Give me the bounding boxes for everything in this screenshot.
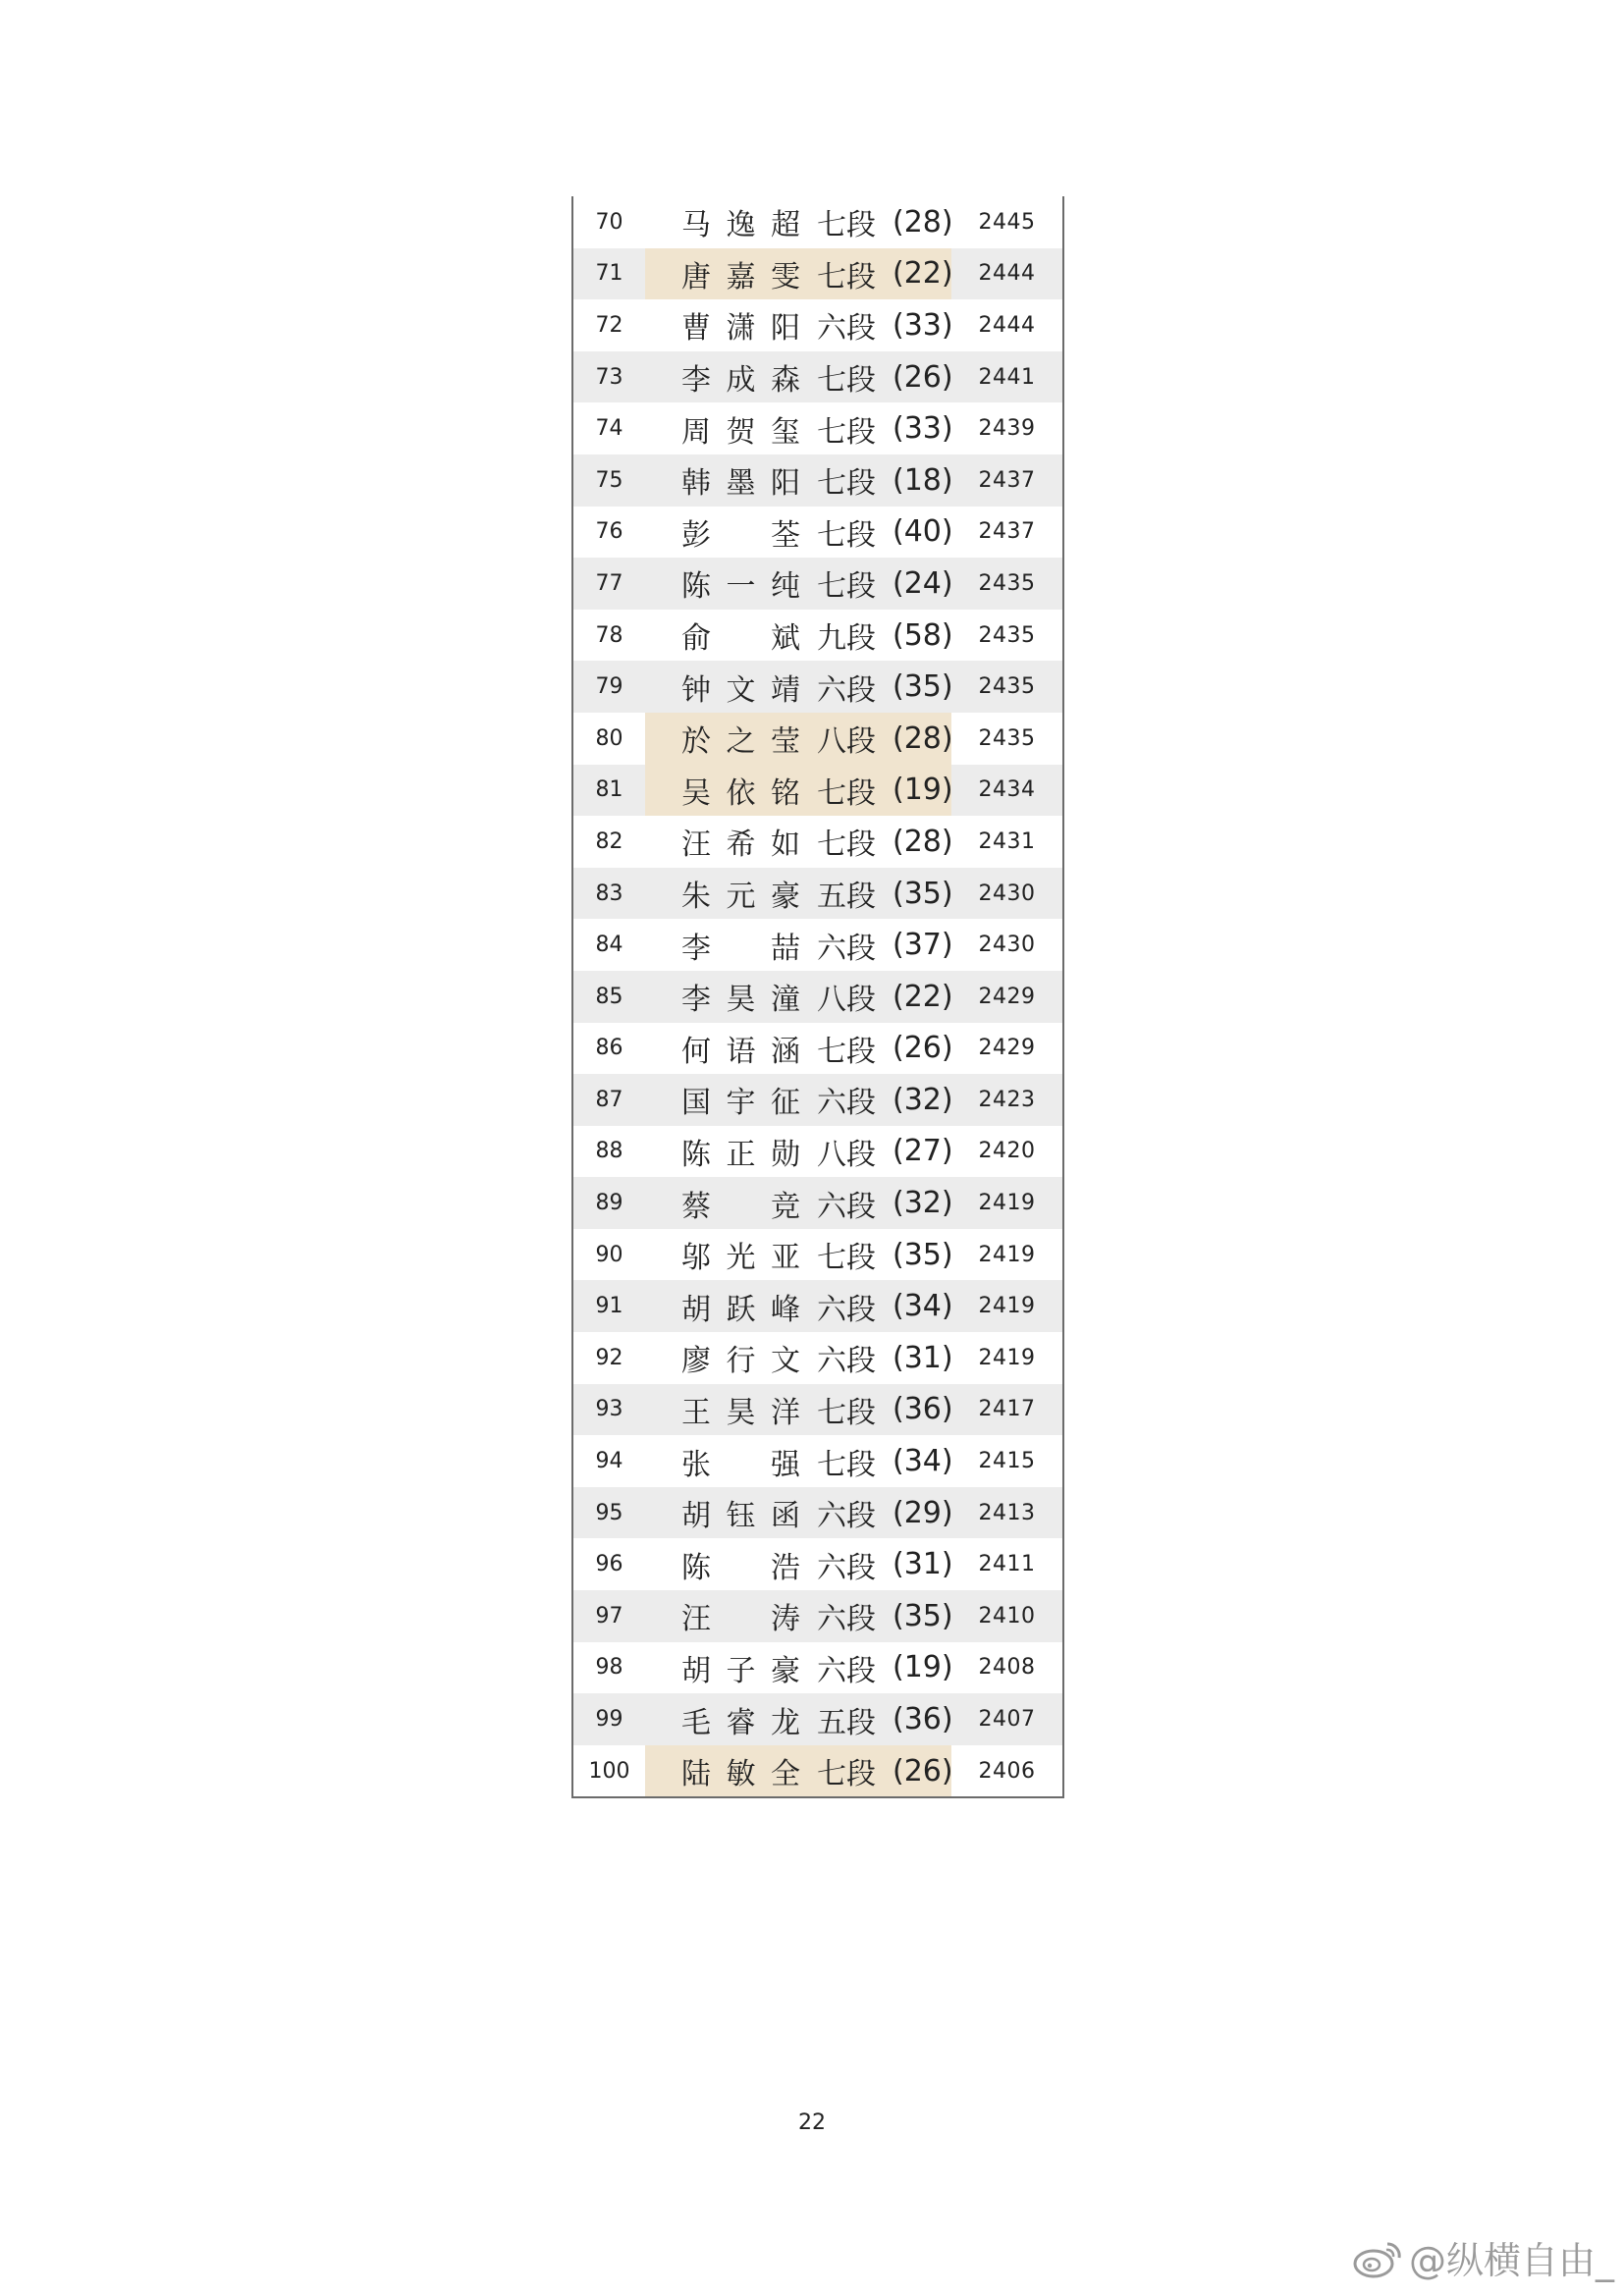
player-name: 陈浩 <box>681 1550 800 1585</box>
player-name: 马逸超 <box>681 208 800 243</box>
table-row <box>573 1538 1062 1590</box>
player-name: 何语涵 <box>681 1034 800 1069</box>
player-name: 邬光亚 <box>681 1241 800 1276</box>
player-cell <box>645 1177 951 1229</box>
table-row <box>573 765 1062 817</box>
table-row <box>573 248 1062 300</box>
page-number: 22 <box>798 2110 826 2135</box>
player-age: (28) <box>893 824 953 859</box>
player-name: 胡钰函 <box>681 1499 800 1534</box>
player-cell <box>645 1229 951 1281</box>
player-cell <box>645 1693 951 1745</box>
rank-cell: 80 <box>595 725 623 751</box>
player-dan: 七段 <box>817 1034 876 1069</box>
rank-cell: 96 <box>595 1552 623 1577</box>
player-age: (18) <box>893 462 953 498</box>
table-row <box>573 507 1062 559</box>
rating-cell: 2429 <box>978 984 1036 1009</box>
table-row <box>573 816 1062 868</box>
player-dan: 六段 <box>817 1653 876 1688</box>
table-row <box>573 1229 1062 1281</box>
player-age: (27) <box>893 1134 953 1169</box>
player-dan: 七段 <box>817 1757 876 1792</box>
player-age: (19) <box>893 773 953 808</box>
rating-cell: 2420 <box>978 1139 1036 1164</box>
player-name: 张强 <box>681 1447 800 1482</box>
rank-cell: 76 <box>595 519 623 545</box>
player-cell <box>645 248 951 300</box>
player-cell <box>645 402 951 454</box>
player-age: (19) <box>893 1650 953 1685</box>
player-dan: 七段 <box>817 775 876 811</box>
rating-cell: 2413 <box>978 1500 1036 1525</box>
rating-cell: 2408 <box>978 1655 1036 1681</box>
rating-cell: 2419 <box>978 1242 1036 1267</box>
rank-cell: 77 <box>595 570 623 596</box>
rating-cell: 2419 <box>978 1345 1036 1370</box>
player-dan: 六段 <box>817 1292 876 1327</box>
player-name: 於之莹 <box>681 724 800 760</box>
table-row <box>573 1642 1062 1694</box>
player-cell <box>645 1487 951 1539</box>
table-row <box>573 558 1062 610</box>
player-age: (24) <box>893 565 953 601</box>
rating-cell: 2406 <box>978 1758 1036 1784</box>
player-cell <box>645 507 951 559</box>
rating-cell: 2439 <box>978 416 1036 442</box>
table-row <box>573 919 1062 971</box>
rank-cell: 92 <box>595 1345 623 1370</box>
rank-cell: 74 <box>595 416 623 442</box>
rank-cell: 89 <box>595 1191 623 1216</box>
rating-cell: 2435 <box>978 622 1036 648</box>
player-age: (35) <box>893 1237 953 1272</box>
player-age: (35) <box>893 669 953 705</box>
player-name: 毛睿龙 <box>681 1705 800 1740</box>
player-name: 钟文靖 <box>681 672 800 708</box>
table-row <box>573 1332 1062 1384</box>
rank-cell: 79 <box>595 674 623 700</box>
table-row <box>573 1745 1062 1797</box>
player-dan: 五段 <box>817 880 876 915</box>
player-age: (37) <box>893 928 953 963</box>
player-name: 陈正勋 <box>681 1137 800 1172</box>
player-age: (26) <box>893 1753 953 1789</box>
table-row <box>573 351 1062 403</box>
table-row <box>573 1435 1062 1487</box>
player-name: 唐嘉雯 <box>681 259 800 294</box>
player-name: 汪希如 <box>681 828 800 863</box>
rating-cell: 2423 <box>978 1087 1036 1112</box>
player-dan: 七段 <box>817 363 876 399</box>
rank-cell: 70 <box>595 209 623 235</box>
player-age: (26) <box>893 1031 953 1066</box>
player-dan: 六段 <box>817 1189 876 1224</box>
rating-cell: 2435 <box>978 725 1036 751</box>
player-dan: 六段 <box>817 1602 876 1637</box>
player-age: (22) <box>893 256 953 292</box>
player-name: 陈一纯 <box>681 569 800 605</box>
rank-cell: 99 <box>595 1707 623 1733</box>
player-age: (26) <box>893 359 953 395</box>
player-name: 朱元豪 <box>681 880 800 915</box>
player-dan: 五段 <box>817 1705 876 1740</box>
player-age: (40) <box>893 514 953 550</box>
player-age: (31) <box>893 1340 953 1375</box>
player-dan: 七段 <box>817 569 876 605</box>
table-row <box>573 1693 1062 1745</box>
player-cell <box>645 454 951 507</box>
rank-cell: 83 <box>595 881 623 906</box>
player-cell <box>645 351 951 403</box>
rank-cell: 78 <box>595 622 623 648</box>
player-cell <box>645 196 951 248</box>
player-name: 胡跃峰 <box>681 1292 800 1327</box>
player-age: (58) <box>893 617 953 653</box>
player-name: 吴依铭 <box>681 775 800 811</box>
rank-cell: 84 <box>595 933 623 958</box>
table-row <box>573 971 1062 1023</box>
player-age: (34) <box>893 1444 953 1479</box>
rank-cell: 87 <box>595 1087 623 1112</box>
player-name: 汪涛 <box>681 1602 800 1637</box>
table-row <box>573 402 1062 454</box>
rank-cell: 86 <box>595 1036 623 1061</box>
player-dan: 八段 <box>817 724 876 760</box>
player-dan: 七段 <box>817 259 876 294</box>
table-row <box>573 868 1062 920</box>
rating-cell: 2441 <box>978 364 1036 390</box>
player-cell <box>645 1023 951 1075</box>
player-dan: 七段 <box>817 1395 876 1430</box>
player-cell <box>645 1074 951 1126</box>
rating-cell: 2415 <box>978 1449 1036 1474</box>
rating-cell: 2444 <box>978 312 1036 338</box>
player-name: 李昊潼 <box>681 983 800 1018</box>
player-age: (33) <box>893 307 953 343</box>
player-age: (33) <box>893 411 953 447</box>
player-dan: 七段 <box>817 828 876 863</box>
player-dan: 六段 <box>817 1086 876 1121</box>
rank-cell: 97 <box>595 1603 623 1629</box>
player-name: 胡子豪 <box>681 1653 800 1688</box>
player-dan: 九段 <box>817 621 876 657</box>
player-age: (22) <box>893 979 953 1014</box>
player-cell <box>645 1642 951 1694</box>
player-age: (28) <box>893 204 953 240</box>
table-row <box>573 1487 1062 1539</box>
table-row <box>573 1074 1062 1126</box>
table-row <box>573 1384 1062 1436</box>
rank-cell: 72 <box>595 312 623 338</box>
player-cell <box>645 816 951 868</box>
player-dan: 七段 <box>817 1447 876 1482</box>
watermark <box>1352 2230 1614 2284</box>
table-row <box>573 713 1062 765</box>
rank-cell: 73 <box>595 364 623 390</box>
player-cell <box>645 1745 951 1797</box>
player-cell <box>645 1332 951 1384</box>
player-name: 廖行文 <box>681 1344 800 1379</box>
table-row <box>573 610 1062 662</box>
player-cell <box>645 1280 951 1332</box>
table-row <box>573 1177 1062 1229</box>
player-cell <box>645 610 951 662</box>
player-dan: 六段 <box>817 1499 876 1534</box>
table-row <box>573 1126 1062 1178</box>
player-age: (34) <box>893 1289 953 1324</box>
rank-cell: 90 <box>595 1242 623 1267</box>
table-row <box>573 1023 1062 1075</box>
rank-cell: 81 <box>595 777 623 803</box>
player-dan: 七段 <box>817 414 876 450</box>
player-cell <box>645 1384 951 1436</box>
player-dan: 八段 <box>817 1137 876 1172</box>
player-age: (31) <box>893 1547 953 1582</box>
player-name: 彭荃 <box>681 517 800 553</box>
player-name: 陆敏全 <box>681 1757 800 1792</box>
rating-cell: 2445 <box>978 209 1036 235</box>
player-age: (29) <box>893 1495 953 1530</box>
rating-cell: 2410 <box>978 1603 1036 1629</box>
player-dan: 七段 <box>817 1241 876 1276</box>
rating-cell: 2437 <box>978 519 1036 545</box>
player-dan: 六段 <box>817 1344 876 1379</box>
weibo-icon <box>1352 2236 1405 2279</box>
rank-cell: 94 <box>595 1449 623 1474</box>
player-dan: 八段 <box>817 983 876 1018</box>
table-row <box>573 196 1062 248</box>
player-cell <box>645 299 951 351</box>
rank-cell: 95 <box>595 1500 623 1525</box>
rating-cell: 2419 <box>978 1191 1036 1216</box>
player-cell <box>645 1538 951 1590</box>
player-dan: 六段 <box>817 1550 876 1585</box>
rating-cell: 2430 <box>978 933 1036 958</box>
rating-cell: 2430 <box>978 881 1036 906</box>
player-age: (32) <box>893 1186 953 1221</box>
player-age: (28) <box>893 721 953 756</box>
player-cell <box>645 971 951 1023</box>
player-age: (36) <box>893 1702 953 1737</box>
player-name: 蔡竞 <box>681 1189 800 1224</box>
player-name: 俞斌 <box>681 621 800 657</box>
player-cell <box>645 765 951 817</box>
rating-cell: 2407 <box>978 1707 1036 1733</box>
player-name: 王昊洋 <box>681 1395 800 1430</box>
player-dan: 七段 <box>817 208 876 243</box>
rank-cell: 93 <box>595 1397 623 1422</box>
rank-cell: 88 <box>595 1139 623 1164</box>
rating-cell: 2417 <box>978 1397 1036 1422</box>
player-name: 韩墨阳 <box>681 466 800 502</box>
rating-cell: 2434 <box>978 777 1036 803</box>
player-dan: 七段 <box>817 517 876 553</box>
player-cell <box>645 1126 951 1178</box>
player-name: 李喆 <box>681 931 800 966</box>
table-row <box>573 299 1062 351</box>
player-age: (36) <box>893 1392 953 1427</box>
player-cell <box>645 661 951 713</box>
player-dan: 六段 <box>817 311 876 347</box>
rating-cell: 2437 <box>978 467 1036 493</box>
rank-cell: 82 <box>595 828 623 854</box>
rating-cell: 2435 <box>978 674 1036 700</box>
table-row <box>573 1590 1062 1642</box>
player-cell <box>645 868 951 920</box>
player-cell <box>645 1435 951 1487</box>
player-name: 曹潇阳 <box>681 311 800 347</box>
rank-cell: 91 <box>595 1294 623 1319</box>
watermark-text: @纵横自由_ <box>1408 2239 1614 2282</box>
player-cell <box>645 1590 951 1642</box>
rating-cell: 2444 <box>978 261 1036 287</box>
player-name: 国宇征 <box>681 1086 800 1121</box>
player-age: (35) <box>893 1598 953 1633</box>
rank-cell: 75 <box>595 467 623 493</box>
ranking-table <box>571 196 1064 1798</box>
rank-cell: 100 <box>588 1758 630 1784</box>
player-dan: 六段 <box>817 931 876 966</box>
player-name: 李成森 <box>681 363 800 399</box>
player-cell <box>645 919 951 971</box>
rating-cell: 2435 <box>978 570 1036 596</box>
player-cell <box>645 713 951 765</box>
table-row <box>573 661 1062 713</box>
rank-cell: 71 <box>595 261 623 287</box>
player-age: (32) <box>893 1082 953 1117</box>
player-dan: 六段 <box>817 672 876 708</box>
table-row <box>573 454 1062 507</box>
player-name: 周贺玺 <box>681 414 800 450</box>
rating-cell: 2429 <box>978 1036 1036 1061</box>
rating-cell: 2419 <box>978 1294 1036 1319</box>
rating-cell: 2411 <box>978 1552 1036 1577</box>
rank-cell: 85 <box>595 984 623 1009</box>
table-row <box>573 1280 1062 1332</box>
player-dan: 七段 <box>817 466 876 502</box>
player-cell <box>645 558 951 610</box>
player-age: (35) <box>893 876 953 911</box>
rating-cell: 2431 <box>978 828 1036 854</box>
rank-cell: 98 <box>595 1655 623 1681</box>
